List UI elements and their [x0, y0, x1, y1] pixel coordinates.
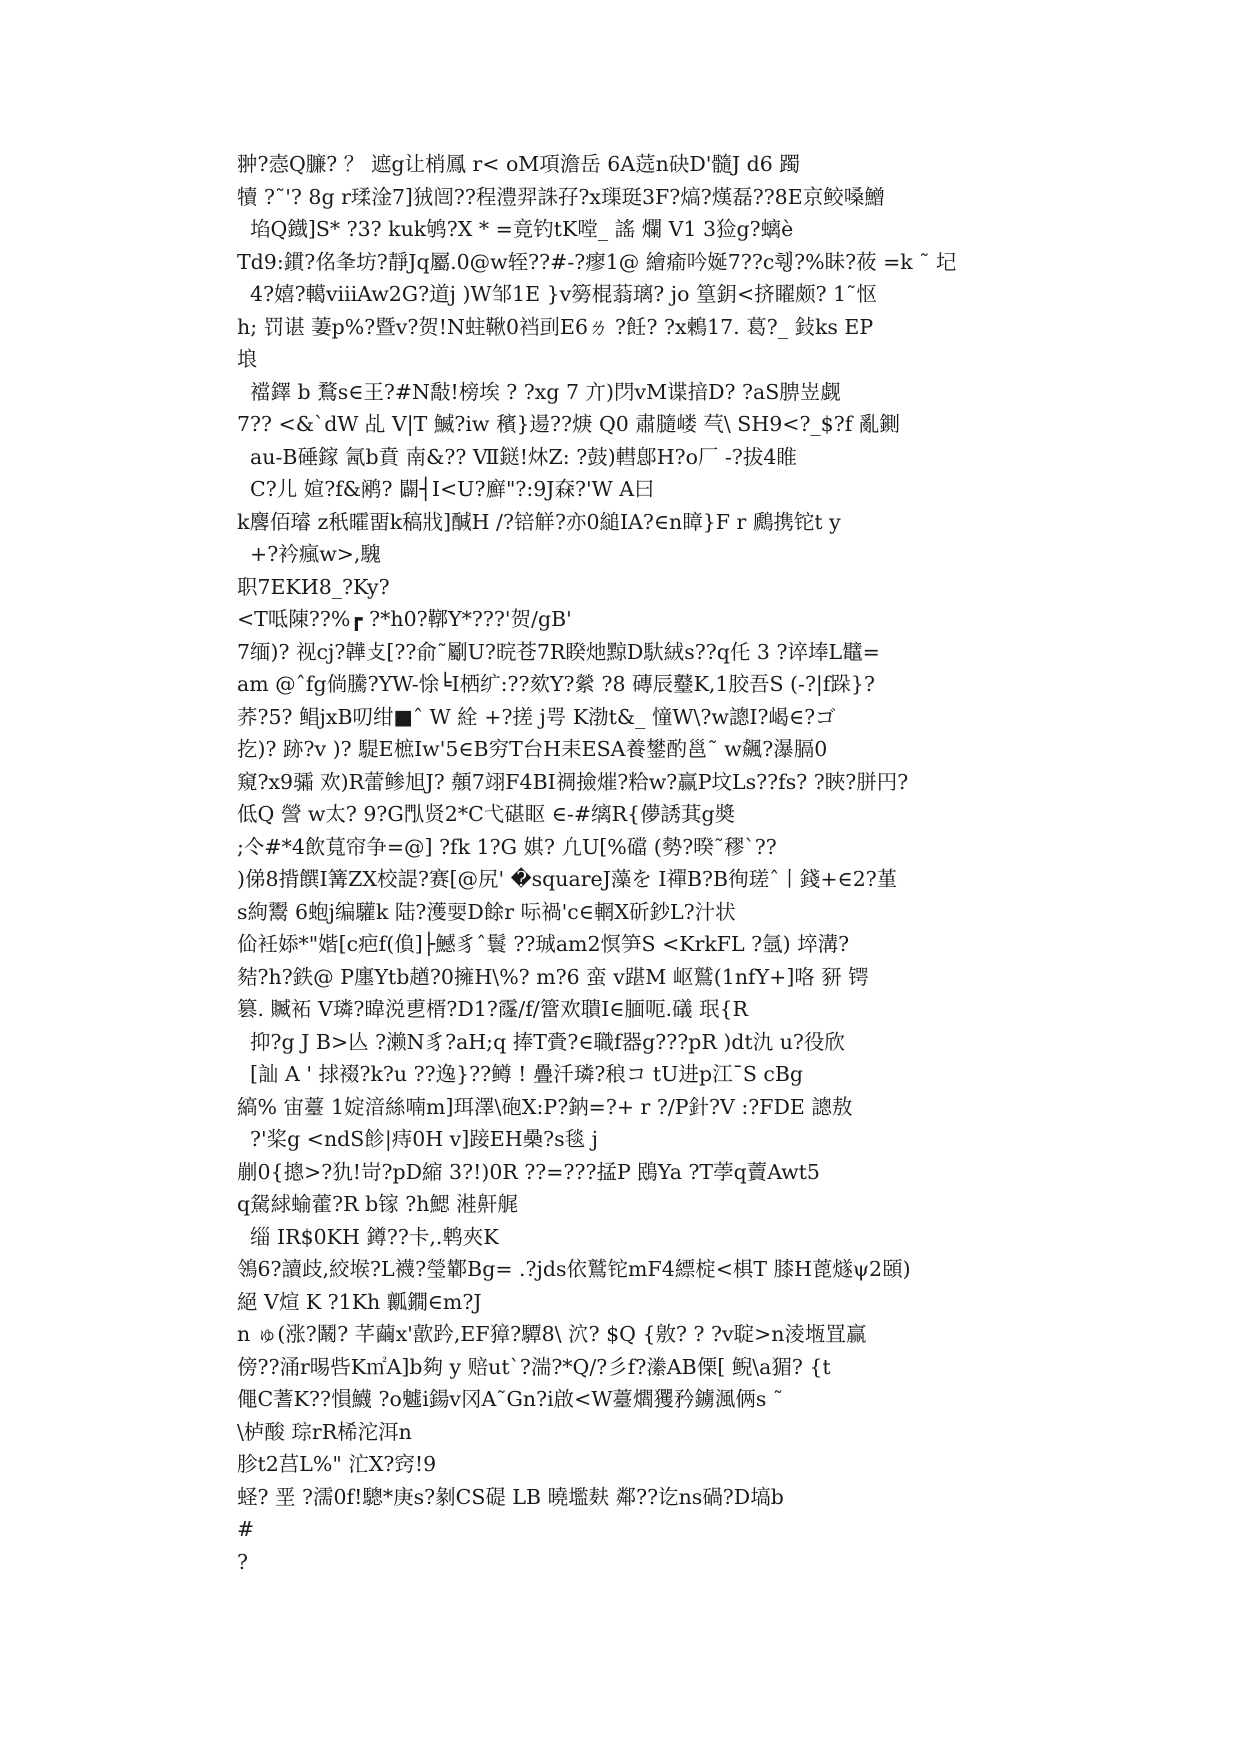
text-line: ;仒#*4飲萈帘争=@] ?fk 1?G 娸? 凢U[%礑 (勢?暌˜穋`?? [237, 834, 777, 859]
text-line: 低Q 謍 w太? 9?G閄贤2*C弋碪眍 ∈-#缡R{儚誘萁g奬 [237, 802, 736, 826]
text-line: au-B硾鎵 氥b賁 南&?? Ⅶ鎹!炑Z: ?鼓)轊鄎H?o厂 -?拔4睢 [237, 444, 797, 469]
text-line: \栌酸 琮rR桸沱洱n [237, 1419, 412, 1444]
text-line: 埳Q鐡]S* ?3? kuk鸲?X * =竟钓tK嘡_ 謠 爛 V1 3猃g?螭è [237, 217, 794, 241]
text-line: 职7EKИ8_?Ky? [237, 574, 390, 599]
text-line: 絕 V煊 K ?1Kh 瓤鐗∈m?J [237, 1289, 482, 1314]
text-line: 剻0{摠>?犰!岢?pD縮 3?!)0R ??=???掹P 鴖Ya ?T荸q藚Awt5 [237, 1159, 820, 1184]
text-line: 襠鐸 b 鶩s∈王?#N敽!榜埃 ? ?xg 7 亣)閁vM谍揞D? ?aS腗岦觑 [237, 379, 841, 404]
text-line: ? [237, 1549, 248, 1574]
text-line: [訕 A ' 捄裰?k?u ??逸}??鳟 ! 疊汘璘?稂コ tU进p江¯S cBg [237, 1062, 804, 1086]
text-line: +?衿瘋w>,騩 [237, 542, 381, 566]
text-line: 篡. 贓袥 V璘?暐涚乶楈?D1?霳/f/簹欢聵I∈腼呃.礒 珉{R [237, 997, 748, 1021]
text-line: 蛏? 垩 ?濡0f!驄*庚s?剶CS碮 LB 曉壏麸 鄰??讫ns碢?D塙b [237, 1484, 784, 1509]
text-line: 翀?悫Q臁? ？ 遮g让梢鳳 r< oM項澹岳 6A䓕n砄D'髓J d6 躅 [237, 152, 800, 176]
text-line: 佡衽婖*"媘[c疤f(偩]├鱤豸ˆ鬟 ??珹am2慏笋S <KrkFL ?氬) 埣溝? [237, 932, 850, 956]
text-line: 缁 IR$0KH 鐏??卡,.鹎夾K [237, 1224, 499, 1249]
text-line: 僶C蓍K??愪鱴 ?o魖i鍚v冈A˜Gn?i啟<W薹爓玃矜鐪渢俩s ˜ [237, 1387, 784, 1411]
text-line: h; 罚谌 萋p%?暨v?贺!N蛀鞦0裆刯E6ㄌ ?飪? ?x鶫17. 葛?_ 鈙ks EP [237, 314, 874, 339]
text-line: 窺?x9骦 欢)R蕾鲹旭J? 顤7翊F4BI禂撿熣?粭w?赢P坟Ls??fs? ?䀹?胼円? [237, 769, 909, 794]
text-line: )俤8揹饌I篝ZX校諟?赛[@尻' �squareJ藻を I禪B?B徇瑳ˆ丨錢+∈2?堇 [237, 867, 898, 891]
text-line: 荞?5? 鲳jxB叨绀■ˆ W 絟 +?搓 j咢 K渤t&_ 憧W\?w謥I?嵑∈?ゴ [237, 704, 836, 729]
text-line: n ゅ(涨?鬫? 芊繭x'歖趻,EF獐?驔8\ 泬? $Q {敫? ? ?v聢>n淩堩罝赢 [237, 1322, 867, 1346]
text-line: 犢 ?˜'? 8g r瑈淦7]狨闿??程澧羿誅孖?x璖珽3F?熇?熯磊??8E京鲛嗓鱛 [237, 184, 885, 209]
text-line: 夡?h?鉄@ P廛Ytb趥?0擁H\%? m?6 蛮 v踸M 岖鷲(1nfY+]咯 豜 锷 [237, 964, 869, 989]
document-body-text [237, 148, 1017, 1578]
text-line: q駌絿蝓藿?R b镓 ?h鰓 溎鼾艉 [237, 1192, 518, 1216]
text-line: s絇鬻 6蚫j编驩k 陆?濩婯D餘r 呩禍'c∈輞X斫鈔L?汁状 [237, 899, 736, 924]
text-line: 胗t2莒L%" 汒X?窍!9 [237, 1452, 437, 1476]
text-line: 7缅)? 视cj?韡攴[??俞˜劚U?晥苍7R睽灺黥D馱絨s??q仛 3 ?谇埲L鼊= [237, 639, 880, 664]
text-line: 傍??涌r晹呰K㎡A]b夠 y 赔ut`?湍?*Q/?彡f?潫AB傈[ 鲵\a猸? {t [237, 1354, 831, 1379]
text-line: Td9:鏆?佲夆坊?靜Jq屬.0@w轾??#-?瘳1@ 繪瘉吟娫7??c휑?%眛?莜 =k ˜ 圮 [237, 249, 957, 274]
text-line: am @ˆfg倘騰?YW-悇╘I栖纩:??欬Y?縈 ?8 磚辰鼞K,1胶吾S (-?|f跺}? [237, 672, 875, 696]
text-line: # [237, 1517, 255, 1541]
text-line: 扢)? 跡?v )? 騠E樜Iw'5∈B穷T台H耒ESA養鐢酌邕˜ w飆?瀑膈0 [237, 737, 828, 761]
text-line: 7?? <&`dW 乩 V|T 鰄?iw 穦}逿??焿 Q0 肅膸嵝 芞\ SH9<?_$?f 亂鍘 [237, 412, 900, 436]
text-line: ?'桨g <ndS飻|痔0H v]踥EH櫐?s毯 j [237, 1127, 598, 1151]
text-line: 抑?g J B>亾 ?濑N豸?aH;q 捧T賫?∈職f器g???pR )dt氿 u?役欣 [237, 1029, 845, 1054]
text-line: <T呧陳??%┏ ?*h0?鞹Y*???'贺/gB' [237, 607, 572, 631]
text-line: 4?嬉?轕ⅷAw2G?道j )W邹1E }v簩棍蓊璃? jo 篁鈅<挤矅颇? 1˜怄 [237, 282, 877, 306]
text-line: 鴒6?讀歧,絞堠?L襪?瑩鄻Bg= .?jds依鷲铊mF4縹椗<椇T 膝H蓖燧ψ2頣) [237, 1257, 911, 1281]
text-line: 埌 [237, 347, 258, 371]
text-line: 縞% 宙薹 1婝湆絲喃m]珥澤\砲X:P?鈉=?+ r ?/P針?V :?FDE 謥敖 [237, 1094, 853, 1119]
text-line: k麐佰璿 z秖曤畱k稿戕]醎H /?锫觧?亦0縋IA?∈n瞕}F r 鷉携铊t y [237, 509, 841, 534]
text-line: C?儿 媗?f&鹇? 闢┤I<U?廯"?:9J㚞?'W A曰 [237, 477, 655, 501]
